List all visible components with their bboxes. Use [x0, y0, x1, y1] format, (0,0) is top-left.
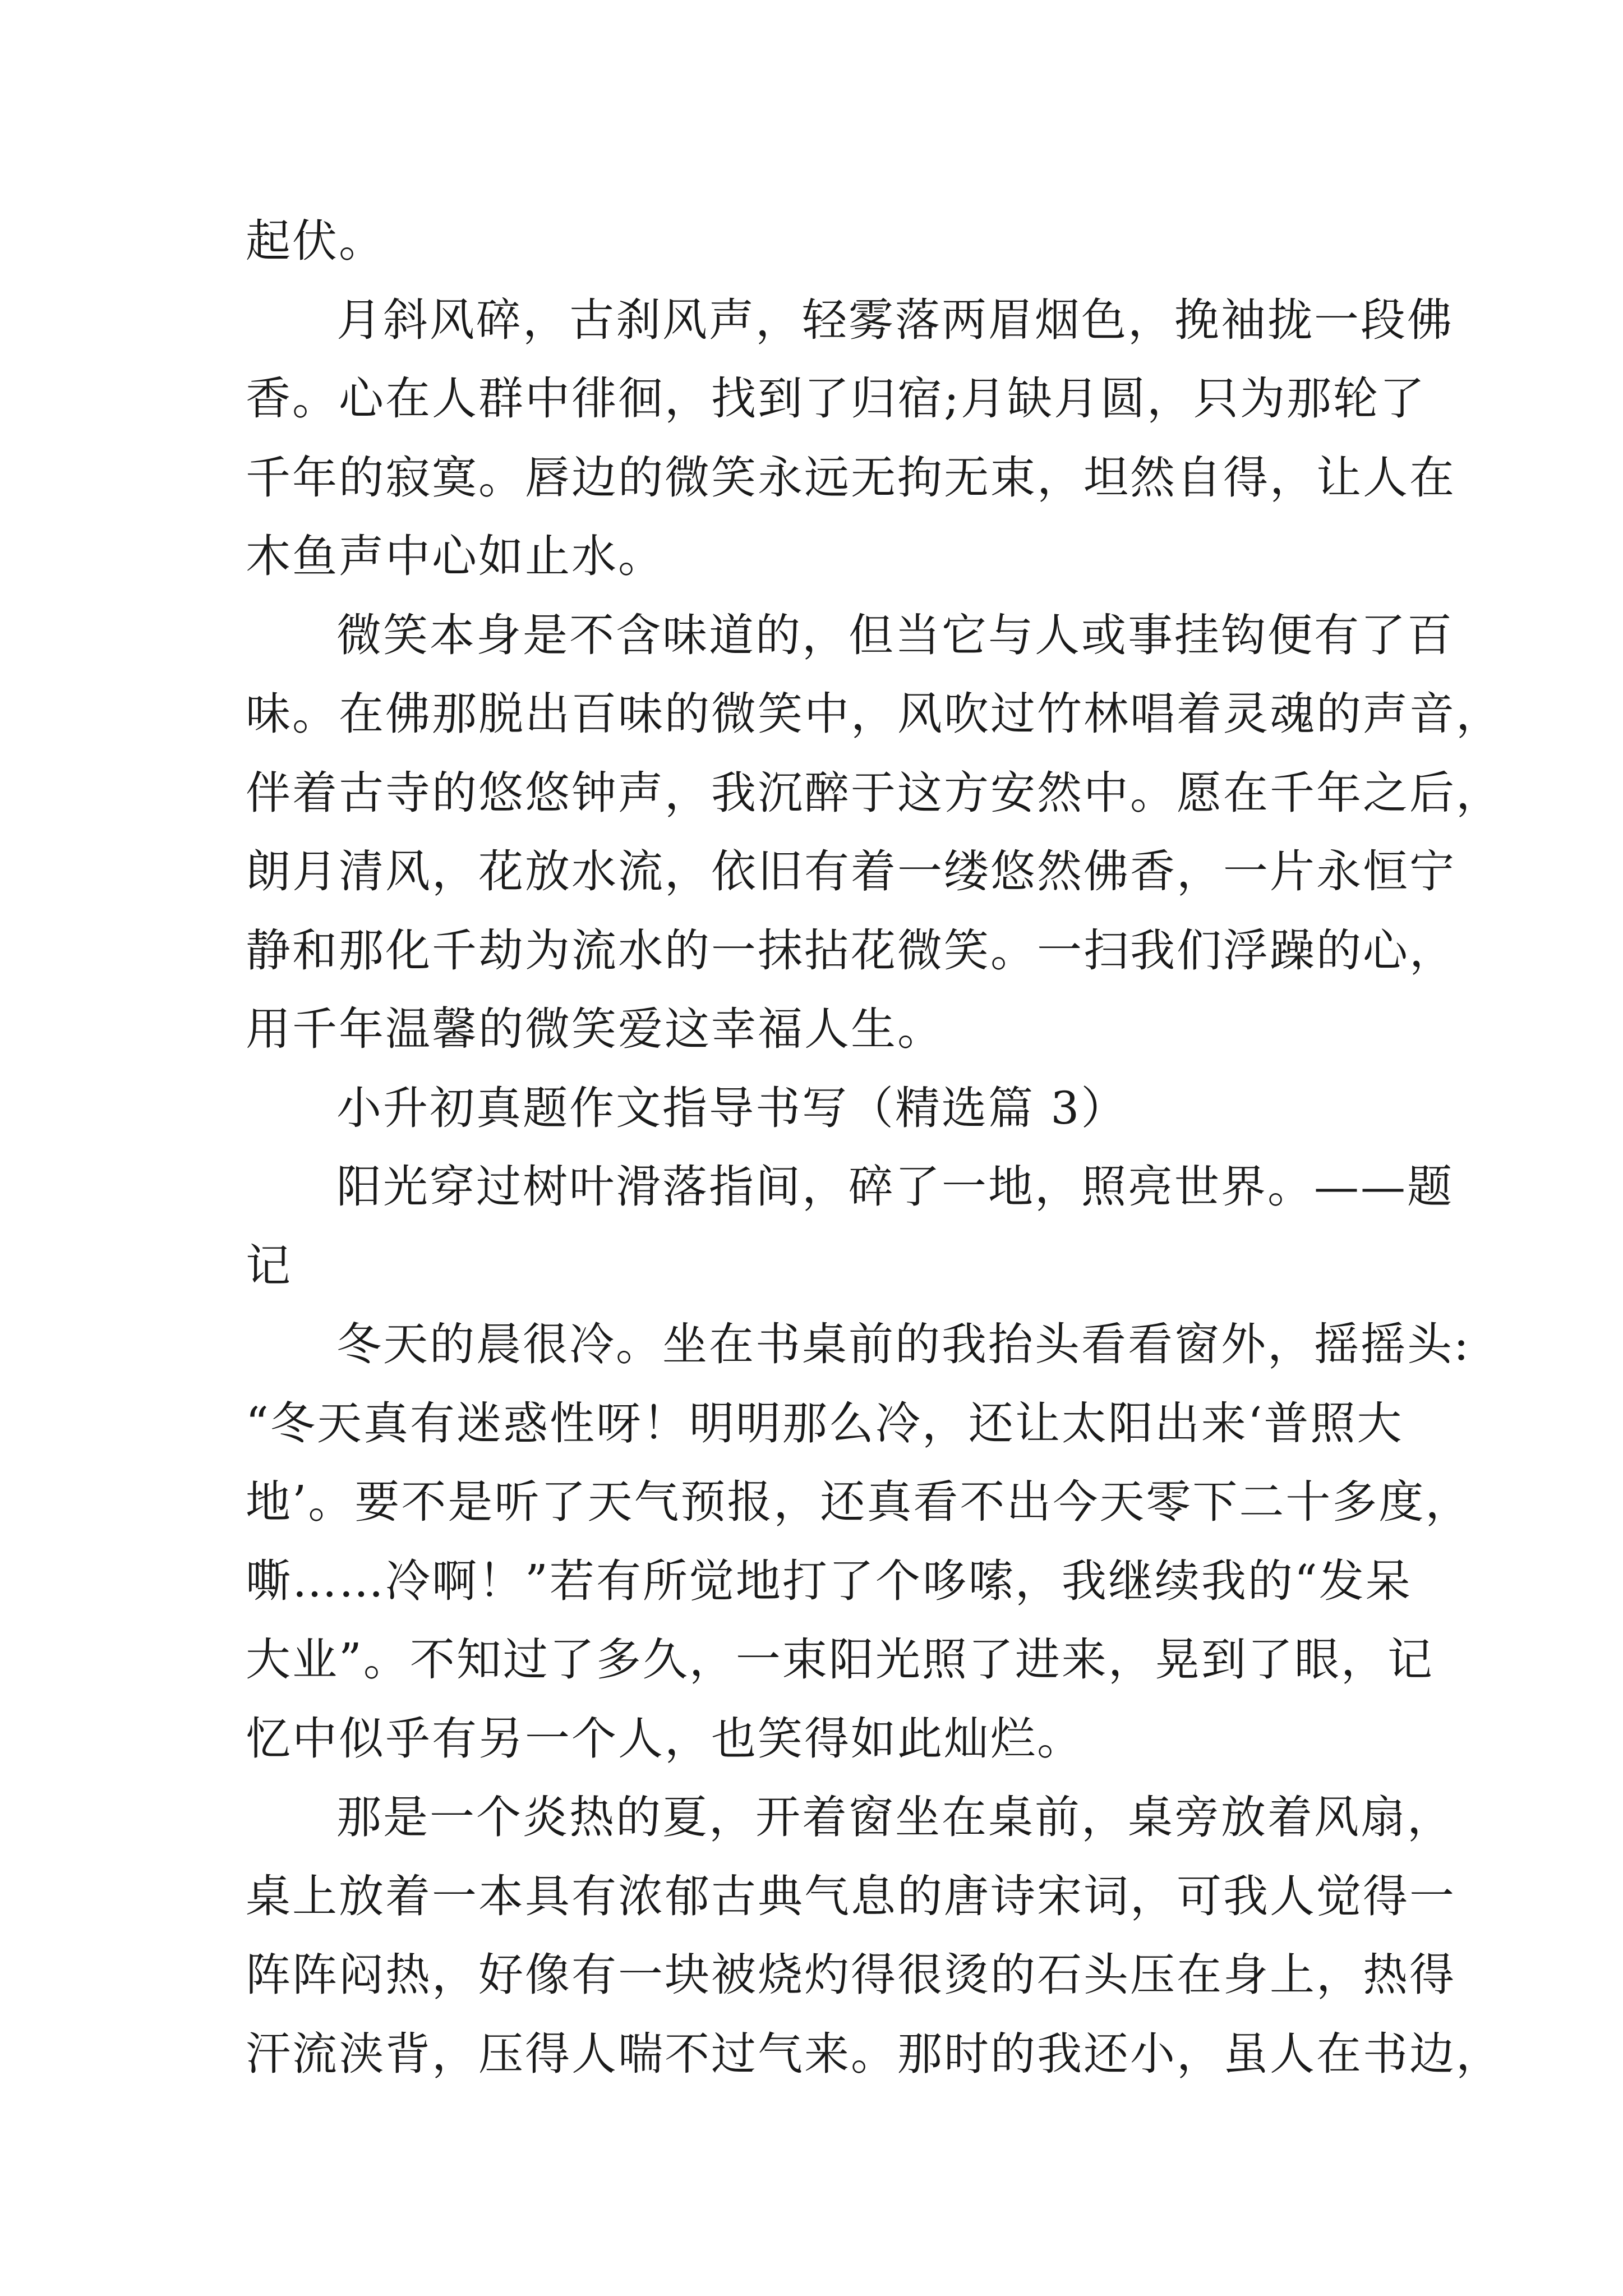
text-line: 千年的寂寞。唇边的微笑永远无拘无束，坦然自得，让人在 — [246, 451, 1456, 504]
text-line: 伴着古寺的悠悠钟声，我沉醉于这方安然中。愿在千年之后， — [246, 766, 1502, 819]
text-line: 阳光穿过树叶滑落指间，碎了一地，照亮世界。——题 — [336, 1161, 1454, 1213]
text-line: 嘶……冷啊！”若有所觉地打了个哆嗦，我继续我的“发呆 — [246, 1554, 1412, 1607]
text-line: 记 — [246, 1239, 292, 1292]
text-line: “冬天真有迷惑性呀！明明那么冷，还让太阳出来‘普照大 — [246, 1397, 1404, 1450]
text-line: 阵阵闷热，好像有一块被烧灼得很烫的石头压在身上，热得 — [246, 1949, 1456, 2001]
body-text — [246, 202, 1502, 2093]
text-line: 香。心在人群中徘徊，找到了归宿;月缺月圆，只为那轮了 — [246, 372, 1426, 425]
text-line: 味。在佛那脱出百味的微笑中，风吹过竹林唱着灵魂的声音， — [246, 688, 1502, 740]
text-line: 用千年温馨的微笑爱这幸福人生。 — [246, 1003, 944, 1055]
text-line: 地’。要不是听了天气预报，还真看不出今天零下二十多度， — [246, 1476, 1472, 1528]
text-line: 木鱼声中心如止水。 — [246, 530, 665, 582]
text-line: 冬天的晨很冷。坐在书桌前的我抬头看看窗外，摇摇头: — [336, 1318, 1470, 1370]
text-line: 微笑本身是不含味道的，但当它与人或事挂钩便有了百 — [336, 609, 1454, 661]
text-line: 大业”。不知过了多久，一束阳光照了进来，晃到了眼，记 — [246, 1634, 1434, 1686]
text-line: 汗流浃背，压得人喘不过气来。那时的我还小，虽人在书边， — [246, 2027, 1502, 2080]
text-line: 桌上放着一本具有浓郁古典气息的唐诗宋词，可我人觉得一 — [246, 1870, 1456, 1922]
text-line: 静和那化千劫为流水的一抹拈花微笑。一扫我们浮躁的心， — [246, 924, 1456, 977]
text-line: 忆中似乎有另一个人，也笑得如此灿烂。 — [246, 1712, 1083, 1765]
text-line: 起伏。 — [246, 215, 385, 267]
text-line: 月斜风碎，古刹风声，轻雾落两眉烟色，挽袖拢一段佛 — [336, 293, 1454, 346]
text-line: 朗月清风，花放水流，依旧有着一缕悠然佛香，一片永恒宁 — [246, 845, 1456, 898]
text-line: 那是一个炎热的夏，开着窗坐在桌前，桌旁放着风扇， — [336, 1791, 1454, 1843]
text-line: 小升初真题作文指导书写（精选篇 3） — [336, 1082, 1128, 1134]
